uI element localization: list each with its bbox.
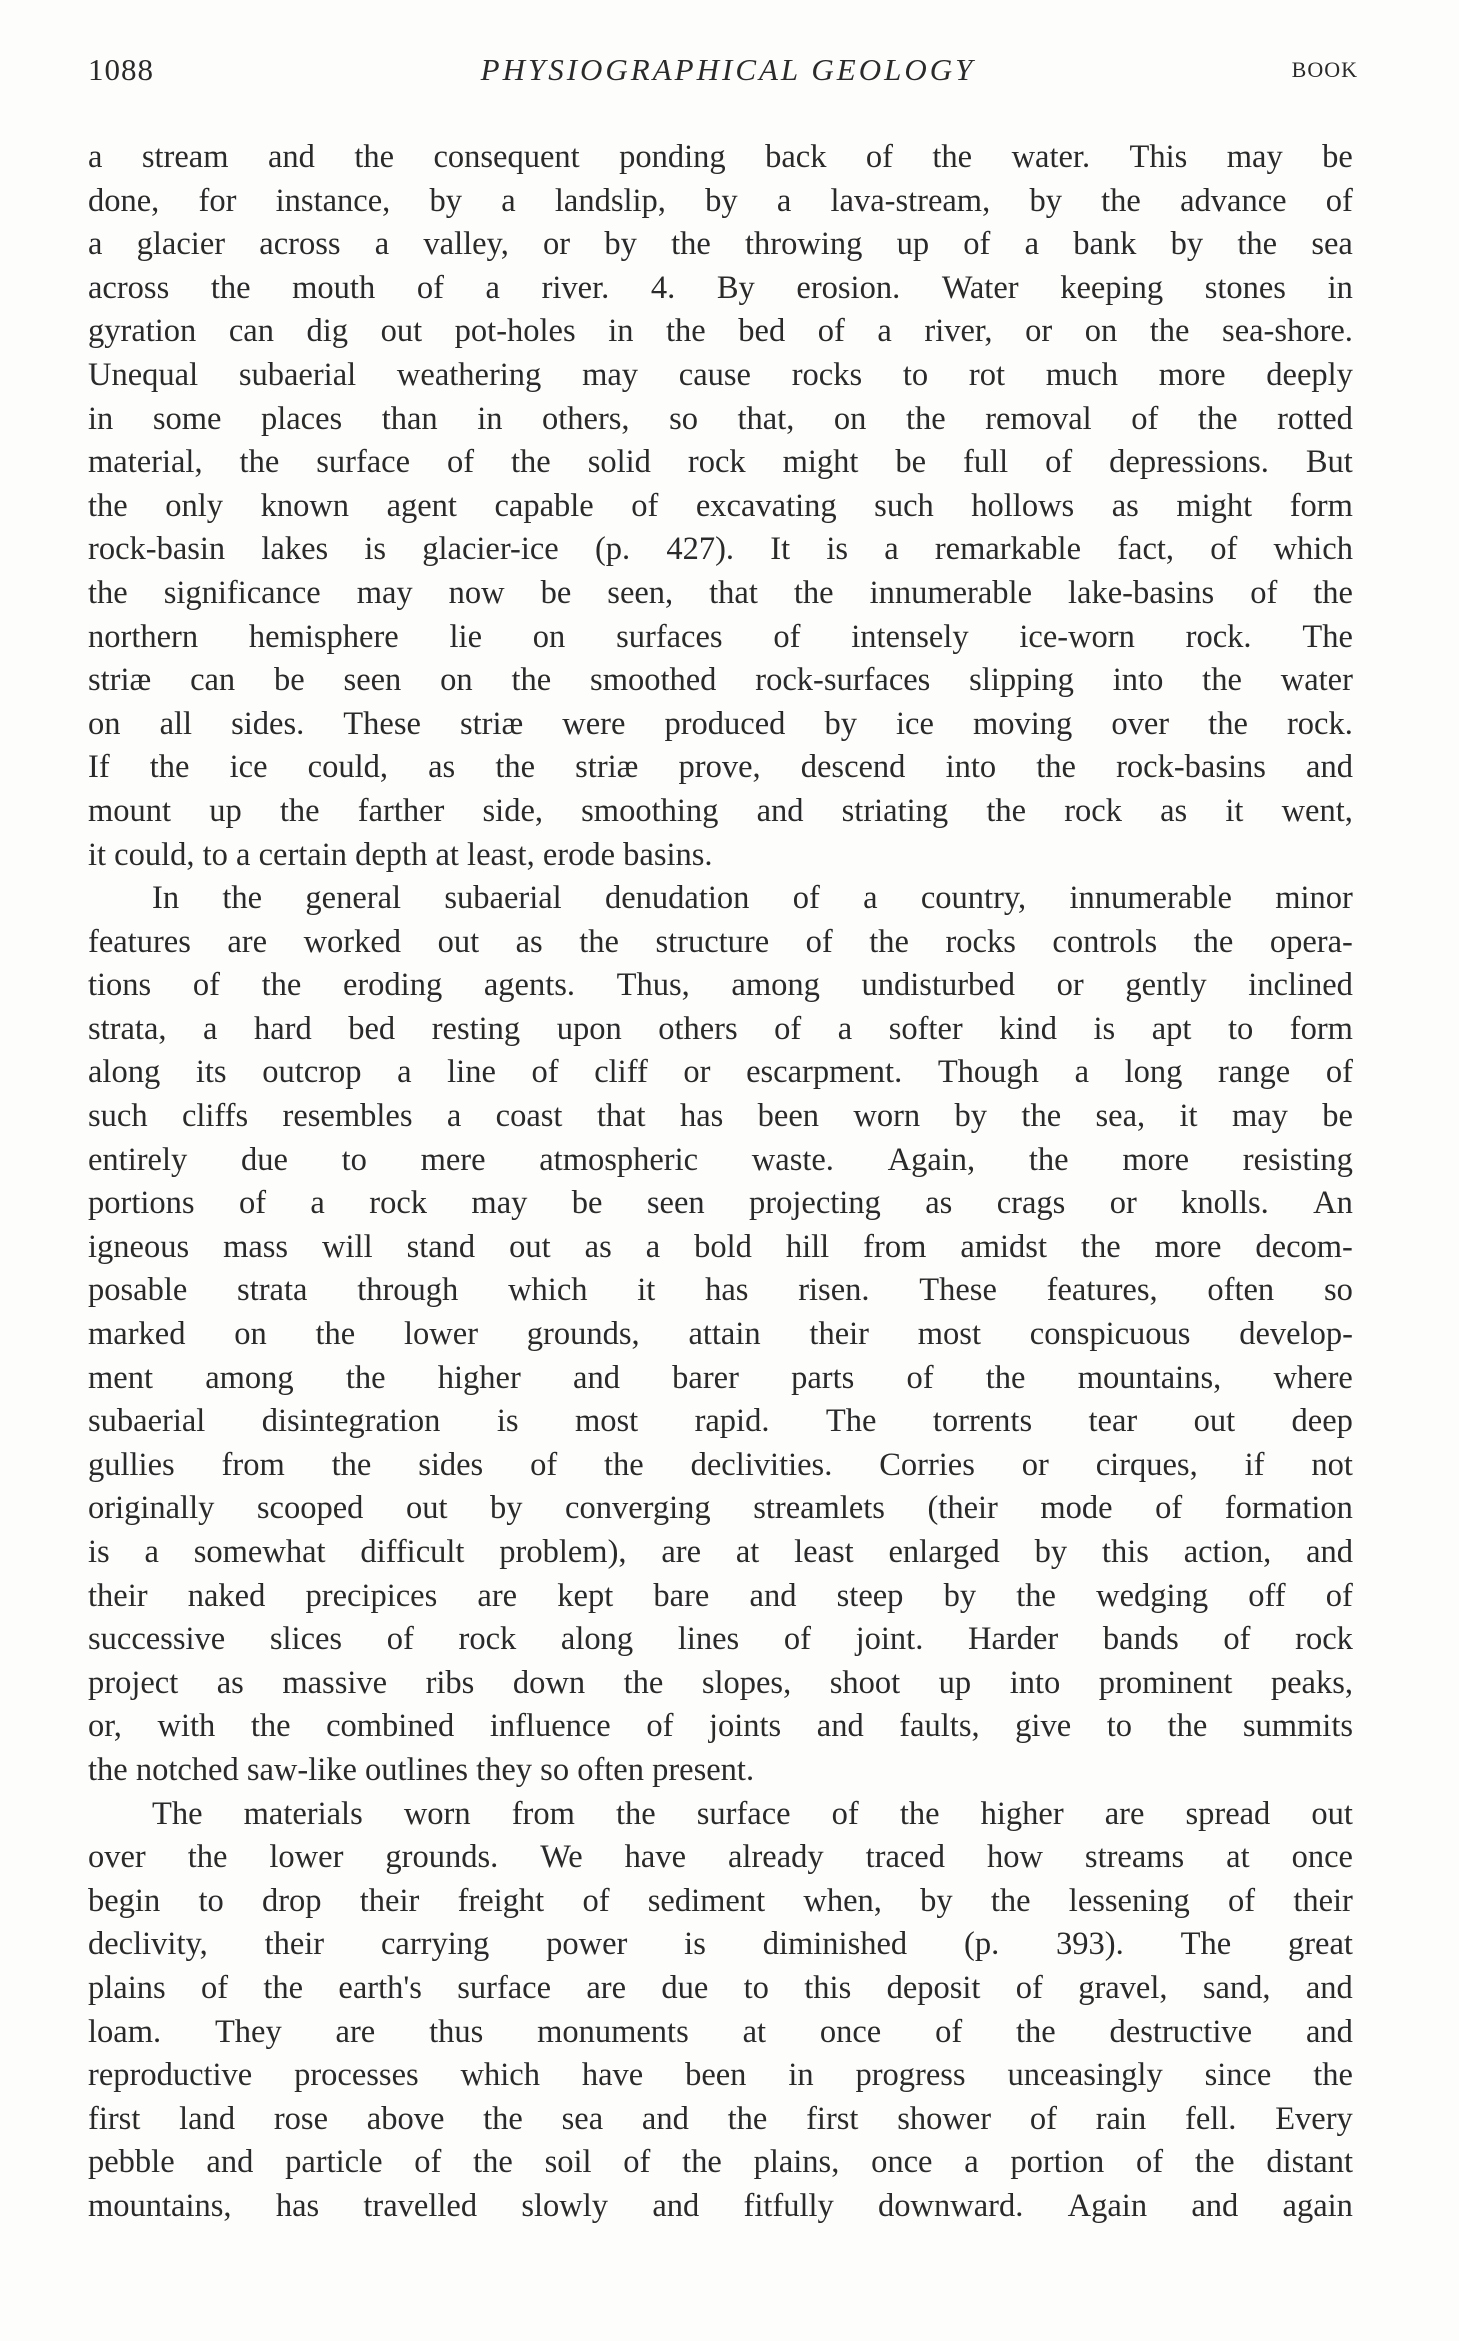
text-line: project as massive ribs down the slopes, shoot up into prominent peaks, [88, 1664, 1353, 1701]
text-line: on all sides. These striæ were produced by ice moving over the rock. [88, 705, 1353, 742]
text-line: plains of the earth's surface are due to this deposit of gravel, sand, and [88, 1969, 1353, 2006]
text-line: rock-basin lakes is glacier-ice (p. 427). It is a remarkable fact, of which [88, 531, 1353, 568]
text-line: the notched saw-like outlines they so often present. [88, 1751, 755, 1788]
text-line: loam. They are thus monuments at once of the destructive and [88, 2013, 1353, 2050]
text-line: strata, a hard bed resting upon others of a softer kind is apt to form [88, 1010, 1353, 1047]
text-line: pebble and particle of the soil of the plains, once a portion of the distant [88, 2144, 1353, 2181]
text-line: In the general subaerial denudation of a country, innumerable minor [152, 880, 1353, 917]
text-line: a glacier across a valley, or by the throwing up of a bank by the sea [88, 226, 1353, 263]
text-line: originally scooped out by converging streamlets (their mode of formation [88, 1490, 1353, 1527]
running-title: PHYSIOGRAPHICAL GEOLOGY [480, 52, 976, 87]
page-number: 1088 [88, 52, 154, 87]
text-line: first land rose above the sea and the first shower of rain fell. Every [88, 2100, 1353, 2137]
text-line: begin to drop their freight of sediment when, by the lessening of their [88, 1882, 1353, 1919]
text-line: the significance may now be seen, that the innumerable lake-basins of the [88, 574, 1353, 611]
text-line: the only known agent capable of excavating such hollows as might form [88, 487, 1353, 524]
text-line: material, the surface of the solid rock might be full of depressions. But [88, 444, 1353, 481]
text-line: such cliffs resembles a coast that has been worn by the sea, it may be [88, 1098, 1353, 1135]
text-line: mountains, has travelled slowly and fitfully downward. Again and again [88, 2187, 1353, 2224]
text-line: portions of a rock may be seen projecting as crags or knolls. An [88, 1185, 1353, 1222]
text-line: tions of the eroding agents. Thus, among undisturbed or gently inclined [88, 967, 1353, 1004]
text-line: along its outcrop a line of cliff or escarpment. Though a long range of [88, 1054, 1353, 1091]
text-line: igneous mass will stand out as a bold hill from amidst the more decom- [88, 1228, 1353, 1265]
text-line: features are worked out as the structure of the rocks controls the opera- [88, 923, 1353, 960]
text-line: declivity, their carrying power is diminished (p. 393). The great [88, 1926, 1353, 1963]
text-line: marked on the lower grounds, attain their most conspicuous develop- [88, 1316, 1353, 1353]
text-line: entirely due to mere atmospheric waste. Again, the more resisting [88, 1141, 1353, 1178]
text-line: subaerial disintegration is most rapid. The torrents tear out deep [88, 1403, 1353, 1440]
text-line: gullies from the sides of the declivities. Corries or cirques, if not [88, 1446, 1353, 1483]
body-text [88, 136, 1353, 2229]
running-head [88, 52, 1358, 100]
book-label: BOOK [1291, 57, 1358, 82]
text-line: gyration can dig out pot-holes in the bed of a river, or on the sea-shore. [88, 313, 1353, 350]
text-line: The materials worn from the surface of the higher are spread out [152, 1795, 1353, 1832]
text-line: their naked precipices are kept bare and steep by the wedging off of [88, 1577, 1353, 1614]
text-line: ment among the higher and barer parts of the mountains, where [88, 1359, 1353, 1396]
text-line: successive slices of rock along lines of joint. Harder bands of rock [88, 1621, 1353, 1658]
text-line: done, for instance, by a landslip, by a lava-stream, by the advance of [88, 182, 1353, 219]
text-line: reproductive processes which have been in progress unceasingly since the [88, 2057, 1353, 2094]
text-line: across the mouth of a river. 4. By erosion. Water keeping stones in [88, 269, 1353, 306]
text-line: Unequal subaerial weathering may cause rocks to rot much more deeply [88, 356, 1353, 393]
text-line: If the ice could, as the striæ prove, descend into the rock-basins and [88, 749, 1353, 786]
text-line: northern hemisphere lie on surfaces of intensely ice-worn rock. The [88, 618, 1353, 655]
text-line: or, with the combined influence of joints and faults, give to the summits [88, 1708, 1353, 1745]
text-line: striæ can be seen on the smoothed rock-surfaces slipping into the water [88, 662, 1353, 699]
text-line: it could, to a certain depth at least, erode basins. [88, 836, 713, 873]
text-line: in some places than in others, so that, on the removal of the rotted [88, 400, 1353, 437]
text-line: a stream and the consequent ponding back of the water. This may be [88, 139, 1353, 175]
text-line: posable strata through which it has risen. These features, often so [88, 1272, 1353, 1309]
text-line: mount up the farther side, smoothing and striating the rock as it went, [88, 792, 1353, 829]
text-line: is a somewhat difficult problem), are at least enlarged by this action, and [88, 1534, 1353, 1570]
text-line: over the lower grounds. We have already traced how streams at once [88, 1839, 1353, 1876]
